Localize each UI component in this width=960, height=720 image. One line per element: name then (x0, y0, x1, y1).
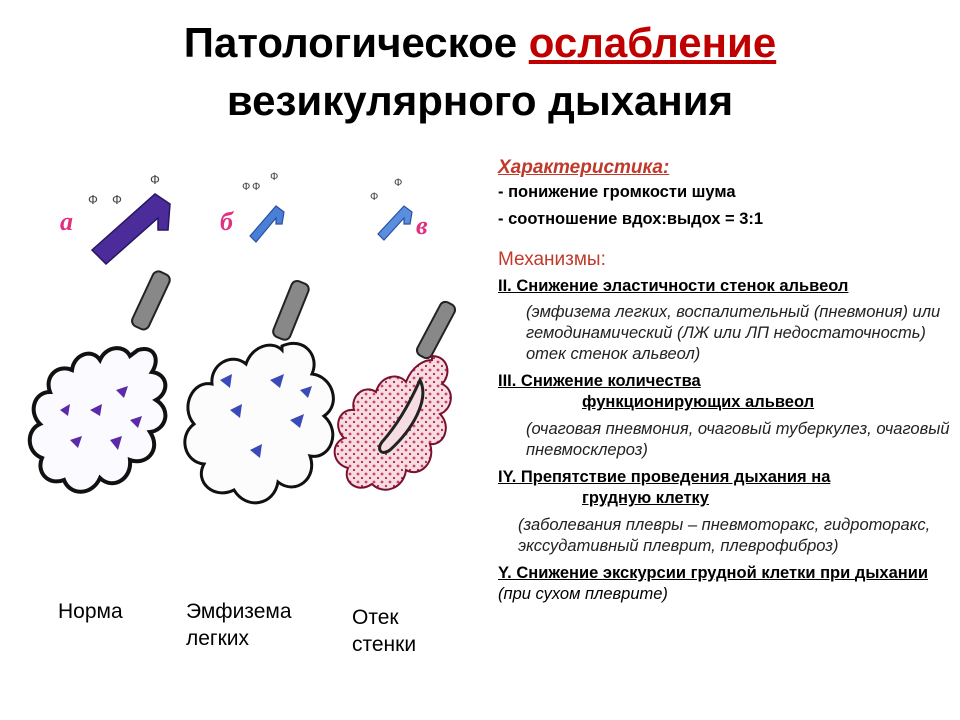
letter-v: в (416, 211, 428, 240)
mechanism-5 (498, 563, 953, 605)
title-line2: везикулярного дыхания (226, 77, 734, 124)
phi-label-7: Ф (370, 191, 379, 203)
caption-emphysema (186, 598, 292, 652)
letter-a: а (60, 207, 73, 236)
phi-label-4: Ф (242, 181, 251, 193)
mechanism-5-title-part1: Y. Снижение экскурсии грудной клетки при (498, 564, 855, 582)
title-highlight: ослабление (528, 19, 777, 66)
slide-title (0, 14, 960, 130)
caption-edema (352, 604, 416, 658)
mechanisms-heading: Механизмы: (498, 249, 606, 270)
caption-emphysema-line2: легких (186, 627, 250, 650)
characteristic-item-1: - понижение громкости шума (498, 183, 736, 201)
alveoli-normal (30, 348, 166, 492)
phi-label-2: Ф (112, 192, 122, 207)
mechanism-2-title: II. Снижение эластичности стенок альвеол (498, 277, 849, 295)
phi-label-5: Ф (252, 181, 261, 193)
phi-label-6: Ф (270, 171, 279, 183)
alveoli-illustration (20, 160, 490, 560)
phi-label-8: Ф (394, 177, 403, 189)
text-column (498, 156, 953, 605)
mechanism-4-title (498, 467, 953, 509)
mechanism-5-title-part2: дыхании (854, 564, 929, 582)
bronchus-v (415, 300, 457, 360)
mechanism-4-detail: (заболевания плевры – пневмоторакс, гидроторакс, экссудативный плеврит, плеврофиброз) (518, 516, 931, 555)
caption-emphysema-line1: Эмфизема (186, 600, 292, 623)
mechanism-2-detail: (эмфизема легких, воспалительный (пневмония) или гемодинамический (ЛЖ или ЛП недостаточность) отек стенок альвеол) (526, 303, 941, 363)
title-part1: Патологическое (183, 19, 529, 66)
caption-edema-line2: стенки (352, 633, 417, 656)
bronchus-a (130, 269, 172, 331)
letter-b: б (220, 207, 233, 236)
force-arrow-b (250, 206, 284, 242)
bronchus-b (271, 279, 310, 341)
mechanism-3-title (498, 371, 953, 413)
mechanism-3-title-line2: функционирующих альвеол (582, 393, 815, 411)
caption-norm: Норма (58, 600, 123, 623)
characteristics-heading: Характеристика: (498, 157, 670, 178)
caption-edema-line1: Отек (352, 606, 399, 629)
mechanism-5-detail: (при сухом плеврите) (498, 585, 668, 603)
force-arrow-a (92, 194, 170, 264)
mechanism-3-title-line1: III. Снижение количества (498, 372, 701, 390)
phi-label-3: Ф (150, 172, 160, 187)
mechanism-3-detail: (очаговая пневмония, очаговый туберкулез, очаговый пневмосклероз) (526, 420, 950, 459)
mechanism-4-title-line2: грудную клетку (582, 489, 709, 507)
alveoli-emphysema (185, 343, 334, 502)
force-arrow-v (378, 206, 412, 240)
phi-label-1: Ф (88, 192, 98, 207)
alveoli-edema (335, 356, 451, 490)
mechanism-4-title-line1: IY. Препятствие проведения дыхания на (498, 468, 831, 486)
characteristic-item-2: - соотношение вдох:выдох = 3:1 (498, 210, 764, 228)
